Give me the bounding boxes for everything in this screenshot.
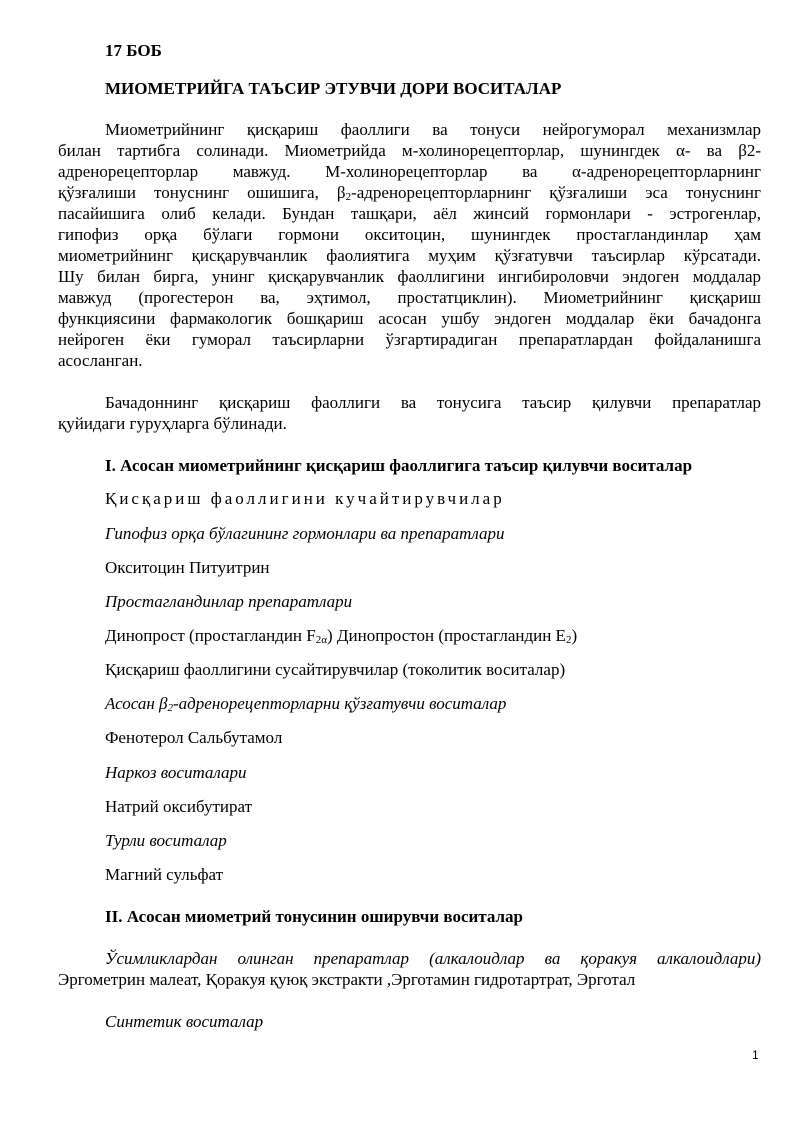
paragraph-line: гипофиз орқа бўлаги гормони окситоцин, шунингдек простагландинлар ҳам xyxy=(58,225,761,244)
group-heading: Наркоз воситалари xyxy=(105,763,247,782)
spaced-heading: Қисқариш фаоллигини кучайтирувчилар xyxy=(105,489,505,508)
group-heading: Асосан $\beta_2$-адренорецепторларни қўзғатувчи воситалар xyxy=(105,694,507,714)
page-title: МИОМЕТРИЙГА ТАЪСИР ЭТУВЧИ ДОРИ ВОСИТАЛАР xyxy=(105,79,562,98)
group-heading: Гипофиз орқа бўлагининг гормонлари ва препаратлари xyxy=(105,524,505,543)
document-page xyxy=(58,0,761,1131)
paragraph-line: миометрийнинг қисқарувчанлик фаолиятига муҳим қўзғатувчи таъсирлар кўрсатади. xyxy=(58,246,761,265)
paragraph-line: қуйидаги гуруҳларга бўлинади. xyxy=(58,414,287,433)
chapter-label: 17 БОБ xyxy=(105,41,162,60)
paragraph-line: қўзғалиши тонуснинг ошишига, $\beta_2$-адренорецепторларнинг қўзғалиши эса тонуснинг xyxy=(58,183,761,203)
paragraph-line: Ўсимликлардан олинган препаратлар (алкалоидлар ва қоракуя алкалоидлари) xyxy=(105,949,761,968)
list-item: Қисқариш фаоллигини сусайтирувчилар (токолитик воситалар) xyxy=(105,660,566,679)
group-heading: Синтетик воситалар xyxy=(105,1012,264,1031)
page-number: 1 xyxy=(752,1048,759,1062)
paragraph-line: Бачадоннинг қисқариш фаоллиги ва тонусига таъсир қилувчи препаратлар xyxy=(105,393,761,412)
paragraph-line: нейроген ёки гуморал таъсирларни ўзгартирадиган препаратлардан фойдаланишга xyxy=(58,330,761,349)
group-heading: Простагландинлар препаратлари xyxy=(105,592,353,611)
paragraph-line: Шу билан бирга, унинг қисқарувчанлик фаоллигини ингибироловчи эндоген моддалар xyxy=(58,267,761,286)
list-item: Фенотерол Сальбутамол xyxy=(105,728,283,747)
paragraph-line: асосланган. xyxy=(58,351,143,370)
list-item: Магний сульфат xyxy=(105,865,224,884)
paragraph-line: функциясини фармакологик бошқариш асосан ушбу эндоген моддалар ёки бачадонга xyxy=(58,309,761,328)
paragraph-line: Миометрийнинг қисқариш фаоллиги ва тонуси нейрогуморал механизмлар xyxy=(105,120,761,139)
list-item: Окситоцин Питуитрин xyxy=(105,558,270,577)
group-heading: Турли воситалар xyxy=(105,831,227,850)
list-item: Динопрост (простагландин $F_{2\alpha}$) Динопростон (простагландин $E_2$) xyxy=(105,626,578,646)
paragraph-line: мавжуд (прогестерон ва, эҳтимол, простатциклин). Миометрийнинг қисқариш xyxy=(58,288,761,307)
paragraph-line: Эргометрин малеат, Қоракуя қуюқ экстракти ,Эрготамин гидротартрат, Эрготал xyxy=(58,970,636,989)
section-heading: I. Асосан миометрийнинг қисқариш фаоллигига таъсир қилувчи воситалар xyxy=(105,456,693,475)
paragraph-line: адренорецепторлар мавжуд. М-холинорецепторлар ва α-адренорецепторларнинг xyxy=(58,162,761,181)
list-item: Натрий оксибутират xyxy=(105,797,253,816)
paragraph-line: пасайишига олиб келади. Бундан ташқари, аёл жинсий гормонлари - эстрогенлар, xyxy=(58,204,761,223)
section-heading: II. Асосан миометрий тонусинин оширувчи воситалар xyxy=(105,907,523,926)
paragraph-line: билан тартибга солинади. Миометрийда м-холинорецепторлар, шунингдек α- ва β2- xyxy=(58,141,761,160)
